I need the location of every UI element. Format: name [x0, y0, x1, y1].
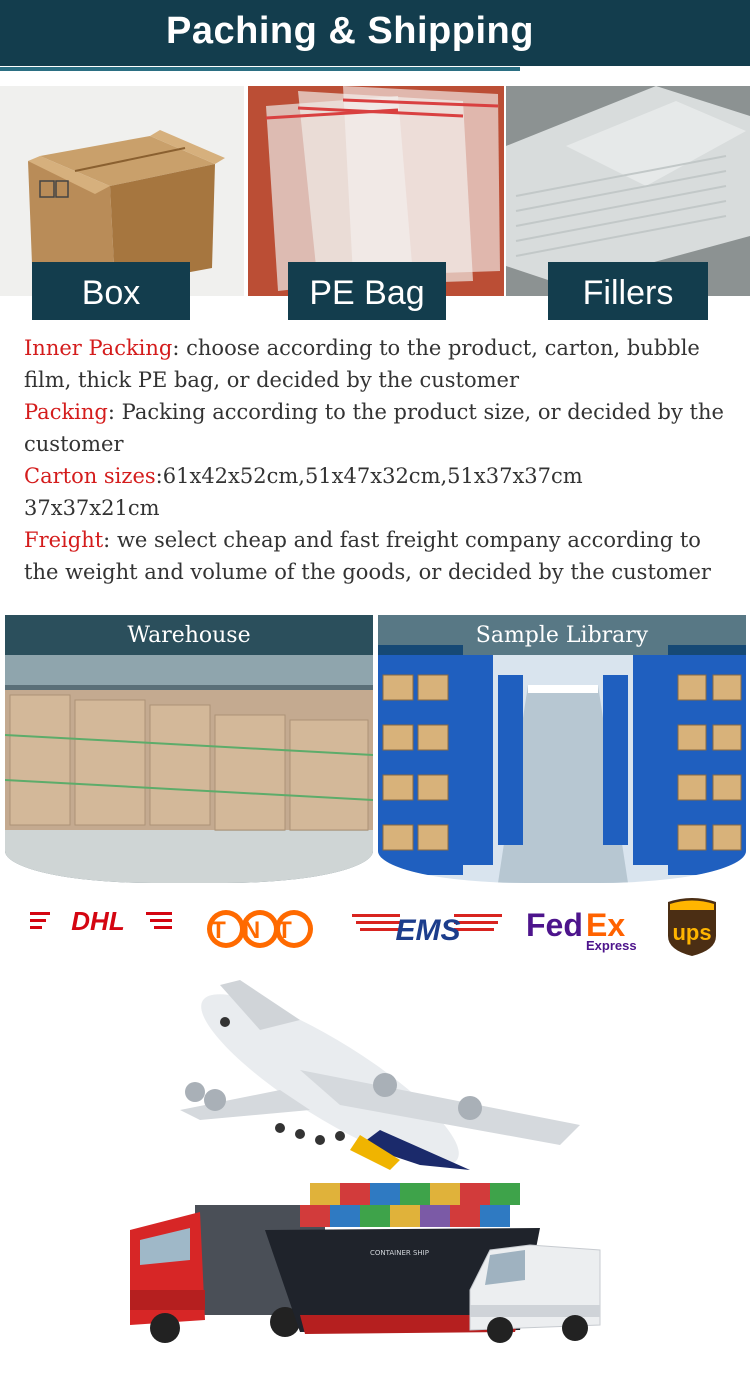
freight-key: Freight	[24, 528, 104, 552]
header-stripe	[0, 67, 520, 71]
packing-sep: :	[107, 400, 122, 424]
fedex-fed-text: Fed	[526, 907, 583, 943]
packing-text: Packing according to the product size, or decided by the customer	[24, 400, 724, 456]
packing-key: Packing	[24, 400, 108, 424]
inner-packing-key: Inner Packing	[24, 336, 173, 360]
ups-text: ups	[672, 920, 712, 945]
dhl-logo	[30, 906, 172, 936]
packing-line	[24, 396, 724, 460]
carton-sizes-key: Carton sizes	[24, 464, 156, 488]
fedex-ex-text: Ex	[586, 907, 626, 943]
box-label: Box	[32, 262, 190, 320]
ups-logo	[668, 898, 716, 956]
airplane-image	[180, 968, 580, 1191]
fillers-label: Fillers	[548, 262, 708, 320]
ems-text: EMS	[395, 914, 461, 947]
dhl-text: DHL	[71, 906, 125, 936]
inner-packing-text: choose according to the product, carton, bubble film, thick PE bag, or decided by the customer	[24, 336, 700, 392]
van-image	[470, 1245, 600, 1343]
pe-bag-label: PE Bag	[288, 262, 446, 320]
freight-sep: :	[103, 528, 117, 552]
sample-library-caption: Sample Library	[378, 615, 746, 655]
ship-name-text: CONTAINER SHIP	[370, 1249, 429, 1257]
inner-packing-line	[24, 332, 724, 396]
carton-sizes-text: 61x42x52cm,51x47x32cm,51x37x37cm 37x37x21cm	[24, 464, 583, 520]
fedex-logo	[526, 907, 637, 953]
transport-illustration	[0, 960, 750, 1380]
shipping-details	[24, 332, 724, 612]
page-header	[0, 0, 750, 78]
freight-line	[24, 524, 724, 588]
carton-sizes-line	[24, 460, 724, 524]
inner-packing-sep: :	[172, 336, 187, 360]
warehouse-caption: Warehouse	[5, 615, 373, 655]
sample-library-photo	[378, 615, 746, 883]
tnt-text: TNT	[211, 917, 309, 944]
tnt-logo	[207, 910, 313, 948]
freight-text: we select cheap and fast freight company according to the weight and volume of the goods, or decided by the customer	[24, 528, 711, 584]
carton-sizes-sep: :	[155, 464, 163, 488]
carrier-logos	[0, 890, 750, 956]
warehouse-photo	[5, 615, 373, 883]
ems-logo	[352, 914, 502, 947]
fedex-express-text: Express	[586, 938, 637, 953]
page-title: Paching & Shipping	[166, 10, 534, 52]
